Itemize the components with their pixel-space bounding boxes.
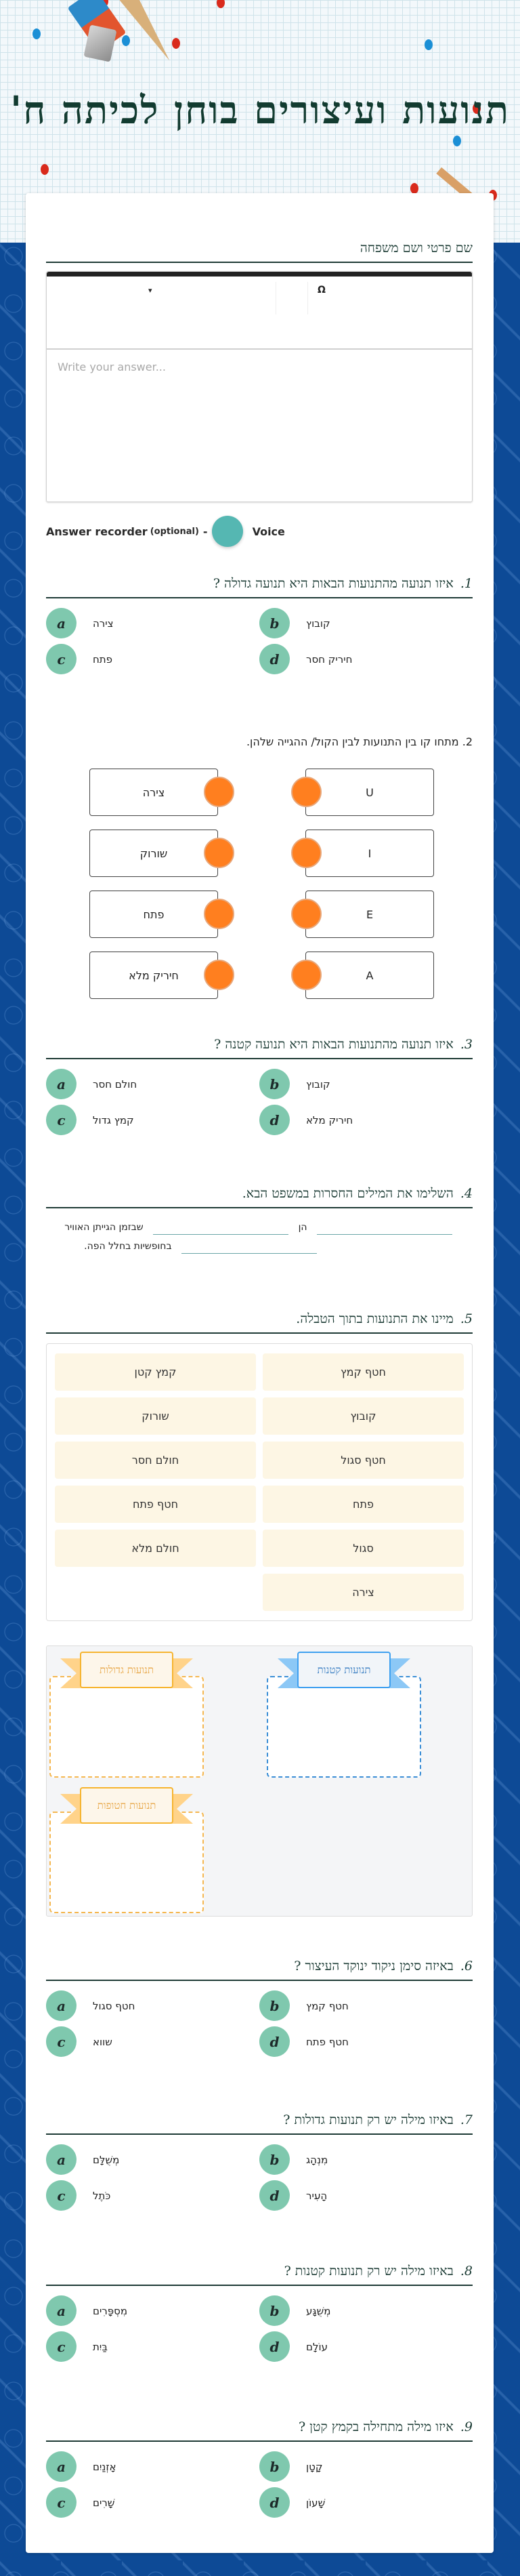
match-connector-handle[interactable] xyxy=(291,960,322,990)
option-text: מִנְהָג xyxy=(306,2153,328,2166)
match-left-item: פתח xyxy=(89,891,218,938)
option-text: חולם חסר xyxy=(93,1078,137,1090)
question-number: 3. xyxy=(460,1037,473,1052)
options-grid xyxy=(46,608,473,674)
option-letter-badge: d xyxy=(259,2180,290,2211)
sentence-segment: בחופשיות בחלל הפה. xyxy=(84,1241,172,1252)
match-right-item: I xyxy=(305,830,434,877)
option-text: קובוץ xyxy=(306,1078,330,1090)
option-letter-badge: b xyxy=(259,608,290,638)
decor-dot-icon xyxy=(453,136,461,146)
decor-dot-icon xyxy=(172,38,180,49)
draggable-chip[interactable]: סגול xyxy=(263,1530,464,1567)
option-text: כֹּתֶל xyxy=(93,2189,111,2202)
draggable-chip[interactable]: פתח xyxy=(263,1486,464,1523)
option-text: בַּיִת xyxy=(93,2340,108,2353)
option-text: אָזְנַיִם xyxy=(93,2460,116,2473)
option-letter-badge: b xyxy=(259,2144,290,2175)
question-text: באיזו מילה יש רק תנועות קטנות ? xyxy=(284,2264,454,2278)
question-5 xyxy=(46,1311,473,1917)
question-number: 1. xyxy=(460,576,473,591)
option-text: חטף סגול xyxy=(93,1999,135,2012)
editor-top-bar xyxy=(47,272,472,277)
question-text: באיזו מילה יש רק תנועות גדולות ? xyxy=(283,2112,454,2127)
question-title xyxy=(46,735,473,754)
option-letter-badge: c xyxy=(46,2180,77,2211)
question-number: 5. xyxy=(460,1311,473,1326)
decor-dot-icon xyxy=(217,0,225,8)
option-c[interactable] xyxy=(46,2487,259,2518)
special-character-icon[interactable]: Ω xyxy=(318,285,326,295)
drop-bucket-large-vowels[interactable] xyxy=(49,1676,204,1778)
decor-dot-icon xyxy=(32,28,41,39)
sorting-drop-area xyxy=(46,1645,473,1917)
draggable-chip[interactable]: שורוק xyxy=(55,1397,256,1435)
option-b[interactable] xyxy=(259,2451,473,2482)
option-text: חיריק מלא xyxy=(306,1113,353,1126)
option-letter-badge: d xyxy=(259,2026,290,2057)
option-text: מִסְפָּרִים xyxy=(93,2304,128,2317)
options-grid xyxy=(46,2295,473,2362)
voice-label: Voice xyxy=(252,525,285,538)
option-letter-badge: c xyxy=(46,2331,77,2362)
bucket-ribbon xyxy=(278,1652,410,1690)
option-letter-badge: d xyxy=(259,1105,290,1135)
question-8 xyxy=(46,2264,473,2362)
option-letter-badge: b xyxy=(259,1990,290,2021)
draggable-chip[interactable]: צירה xyxy=(263,1574,464,1611)
sharpener-icon xyxy=(83,24,116,62)
draggable-chip[interactable]: חטף סגול xyxy=(263,1442,464,1479)
match-left-item: חיריק מלא xyxy=(89,952,218,999)
drop-bucket-small-vowels[interactable] xyxy=(267,1676,421,1778)
option-text: צירה xyxy=(93,617,114,630)
question-number: 2. xyxy=(462,735,473,748)
option-text: שָׁרִים xyxy=(93,2496,115,2509)
option-text: קובוץ xyxy=(306,617,330,630)
option-c[interactable] xyxy=(46,1105,259,1135)
option-letter-badge: d xyxy=(259,2487,290,2518)
match-right-item: A xyxy=(305,952,434,999)
toolbar-divider xyxy=(307,282,308,314)
blank-input-3[interactable] xyxy=(181,1239,317,1254)
question-number: 6. xyxy=(460,1959,473,1974)
option-b[interactable] xyxy=(259,608,473,638)
question-title xyxy=(46,2264,473,2286)
blank-input-2[interactable] xyxy=(153,1220,288,1235)
decor-dot-icon xyxy=(41,164,49,175)
draggable-chip[interactable]: קובוץ xyxy=(263,1397,464,1435)
draggable-chip[interactable]: קמץ קטן xyxy=(55,1353,256,1391)
question-9 xyxy=(46,2419,473,2518)
question-1 xyxy=(46,576,473,674)
question-number: 9. xyxy=(460,2419,473,2434)
match-left-item: צירה xyxy=(89,769,218,816)
option-b[interactable] xyxy=(259,1990,473,2021)
question-text: איזו תנועה מהתנועות הבאות היא תנועה גדולה ? xyxy=(213,576,454,591)
question-4 xyxy=(46,1186,473,1256)
question-text: איזו תנועה מהתנועות הבאות היא תנועה קטנה ? xyxy=(214,1037,454,1052)
option-text: חטף קמץ xyxy=(306,1999,349,2012)
question-3 xyxy=(46,1037,473,1135)
option-letter-badge: a xyxy=(46,2451,77,2482)
option-text: קָטָן xyxy=(306,2460,323,2473)
option-a[interactable] xyxy=(46,2451,259,2482)
question-number: 4. xyxy=(460,1186,473,1201)
match-connector-handle[interactable] xyxy=(204,960,234,990)
question-title xyxy=(46,576,473,598)
match-connector-handle[interactable] xyxy=(291,899,322,929)
option-letter-badge: c xyxy=(46,1105,77,1135)
option-c[interactable] xyxy=(46,644,259,674)
options-grid xyxy=(46,2144,473,2211)
option-a[interactable] xyxy=(46,2144,259,2175)
question-title xyxy=(46,2112,473,2135)
question-2 xyxy=(46,735,473,1004)
question-number: 7. xyxy=(460,2112,473,2127)
question-number: 8. xyxy=(460,2264,473,2278)
question-text: מתחו קו בין התנועות לבין הקול/ ההגייה שלהן. xyxy=(246,735,459,748)
option-letter-badge: c xyxy=(46,2487,77,2518)
option-letter-badge: a xyxy=(46,2295,77,2326)
option-letter-badge: b xyxy=(259,2295,290,2326)
match-connector-handle[interactable] xyxy=(204,777,234,807)
fill-in-sentence xyxy=(46,1218,473,1256)
option-text: שָׁעוֹן xyxy=(306,2496,326,2509)
bucket-label: תנועות קטנות xyxy=(297,1652,391,1688)
option-letter-badge: c xyxy=(46,2026,77,2057)
question-6 xyxy=(46,1959,473,2057)
option-text: קמץ גדול xyxy=(93,1113,134,1126)
option-letter-badge: c xyxy=(46,644,77,674)
question-text: השלימו את המילים החסרות במשפט הבא. xyxy=(242,1186,454,1201)
question-title xyxy=(46,2419,473,2442)
rich-text-editor xyxy=(46,271,473,502)
option-c[interactable] xyxy=(46,2026,259,2057)
draggable-chip[interactable]: חולם מלא xyxy=(55,1530,256,1567)
option-d[interactable] xyxy=(259,2180,473,2211)
name-section xyxy=(46,241,473,547)
match-connector-handle[interactable] xyxy=(204,899,234,929)
option-b[interactable] xyxy=(259,2144,473,2175)
bucket-ribbon xyxy=(60,1787,193,1825)
sentence-segment: הן xyxy=(298,1222,307,1233)
question-title xyxy=(46,1037,473,1059)
question-text: איזו מילה מתחילה בקמץ קטן ? xyxy=(298,2419,454,2434)
blank-input-1[interactable] xyxy=(317,1220,452,1235)
draggable-chip[interactable]: חולם חסר xyxy=(55,1442,256,1479)
option-b[interactable] xyxy=(259,2295,473,2326)
sortable-items-pool xyxy=(46,1343,473,1621)
option-d[interactable] xyxy=(259,644,473,674)
option-text: עוֹלָם xyxy=(306,2340,328,2353)
decor-dot-icon xyxy=(425,39,433,50)
recorder-optional: (optional) xyxy=(150,526,199,537)
option-c[interactable] xyxy=(46,2180,259,2211)
draggable-chip[interactable]: חטף קמץ xyxy=(263,1353,464,1391)
option-letter-badge: a xyxy=(46,1069,77,1099)
option-letter-badge: b xyxy=(259,2451,290,2482)
option-text: מְשֻׁלָּם xyxy=(93,2153,120,2166)
option-a[interactable] xyxy=(46,608,259,638)
match-right-item: E xyxy=(305,891,434,938)
option-text: חטף פתח xyxy=(306,2035,349,2048)
answer-recorder xyxy=(46,516,473,547)
quiz-card xyxy=(26,193,494,2553)
bucket-label: תנועות גדולות xyxy=(80,1652,173,1688)
option-a[interactable] xyxy=(46,1990,259,2021)
editor-toolbar xyxy=(47,277,472,350)
option-letter-badge: d xyxy=(259,2331,290,2362)
option-letter-badge: b xyxy=(259,1069,290,1099)
question-title xyxy=(46,1186,473,1208)
match-connector-handle[interactable] xyxy=(291,838,322,868)
draggable-chip[interactable]: חטף פתח xyxy=(55,1486,256,1523)
options-grid xyxy=(46,1069,473,1135)
match-connector-handle[interactable] xyxy=(204,838,234,868)
options-grid xyxy=(46,2451,473,2518)
page-title: תנועות ועיצורים בוחן לכיתה ח' xyxy=(10,88,510,133)
match-connector-handle[interactable] xyxy=(291,777,322,807)
option-a[interactable] xyxy=(46,2295,259,2326)
option-b[interactable] xyxy=(259,1069,473,1099)
match-right-item: U xyxy=(305,769,434,816)
question-7 xyxy=(46,2112,473,2211)
option-letter-badge: a xyxy=(46,2144,77,2175)
name-label: שם פרטי ושם משפחה xyxy=(46,241,473,263)
chevron-down-icon[interactable]: ▾ xyxy=(148,286,152,295)
question-title xyxy=(46,1311,473,1334)
option-text: מְשֻׁגָּע xyxy=(306,2304,331,2317)
option-letter-badge: a xyxy=(46,608,77,638)
drop-bucket-reduced-vowels[interactable] xyxy=(49,1812,204,1913)
options-grid xyxy=(46,1990,473,2057)
option-d[interactable] xyxy=(259,1105,473,1135)
option-text: פתח xyxy=(93,653,113,666)
sentence-segment: שבזמן הגייתן האוויר xyxy=(64,1222,144,1233)
bucket-ribbon xyxy=(60,1652,193,1690)
bucket-label: תנועות חטופות xyxy=(80,1787,173,1824)
decor-dot-icon xyxy=(122,35,130,46)
question-text: מיינו את התנועות בתוך הטבלה. xyxy=(296,1311,454,1326)
option-letter-badge: d xyxy=(259,644,290,674)
match-left-item: שורוק xyxy=(89,830,218,877)
option-d[interactable] xyxy=(259,2026,473,2057)
decor-dot-icon xyxy=(410,183,418,194)
record-voice-button[interactable] xyxy=(212,516,243,547)
option-text: הָעִיר xyxy=(306,2189,328,2202)
option-a[interactable] xyxy=(46,1069,259,1099)
matching-area xyxy=(46,760,473,1004)
answer-textarea[interactable] xyxy=(47,350,472,499)
option-text: שווא xyxy=(93,2035,112,2048)
recorder-label: Answer recorder xyxy=(46,525,148,538)
recorder-dash: - xyxy=(202,525,208,538)
option-text: חיריק חסר xyxy=(306,653,353,666)
question-title xyxy=(46,1959,473,1981)
option-c[interactable] xyxy=(46,2331,259,2362)
option-letter-badge: a xyxy=(46,1990,77,2021)
option-d[interactable] xyxy=(259,2487,473,2518)
option-d[interactable] xyxy=(259,2331,473,2362)
question-text: באיזה סימן ניקוד ינוקד העיצור ? xyxy=(294,1959,454,1974)
